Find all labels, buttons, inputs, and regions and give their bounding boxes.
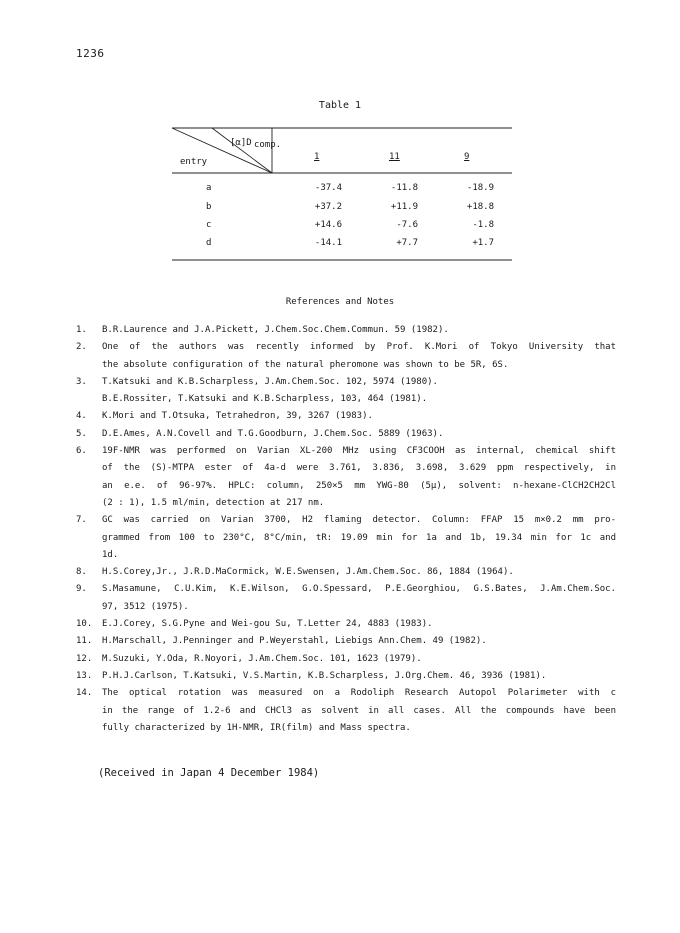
- reference-item: 12. M.Suzuki, Y.Oda, R.Noyori, J.Am.Chem.Soc. 101, 1623 (1979).: [76, 653, 422, 664]
- header-comp-label: comp.: [254, 140, 282, 150]
- received-date: (Received in Japan 4 December 1984): [98, 767, 320, 779]
- reference-item: 13. P.H.J.Carlson, T.Katsuki, V.S.Martin, K.B.Scharpless, J.Org.Chem. 46, 3936 (1981).: [76, 670, 547, 681]
- reference-item: 10. E.J.Corey, S.G.Pyne and Wei-gou Su, T.Letter 24, 4883 (1983).: [76, 619, 433, 630]
- reference-item: 6. 19F-NMR was performed on Varian XL-200 MHz using CF3COOH as internal, chemical shift of the (S)-MTPA ester of 4a-d were 3.761, 3.836, 3.698, 3.629 ppm respectively, in an e.e. of 96-97%. HPLC: column, 250×5 mm YWG-80 (5µ), solvent: n-hexane-ClCH2CH2Cl (2 : 1), 1.5 ml/min, detection at 217 nm.: [76, 446, 616, 508]
- column-header-11: 11: [389, 152, 400, 162]
- column-header-9: 9: [464, 152, 470, 162]
- table-cell: +1.7: [472, 238, 494, 248]
- row-entry: c: [206, 220, 212, 230]
- row-entry: d: [206, 238, 212, 248]
- table-cell: -14.1: [314, 238, 342, 248]
- table-cell: +18.8: [466, 202, 494, 212]
- reference-item: 14. The optical rotation was measured on a Rodoliph Research Autopol Polarimeter with c in the range of 1.2-6 and CHCl3 as solvent in all cases. All the compounds have been fully characterized by 1H-NMR, IR(film) and Mass spectra.: [76, 688, 616, 733]
- references-title: References and Notes: [285, 297, 395, 307]
- reference-item: 7. GC was carried on Varian 3700, H2 flaming detector. Column: FFAP 15 m×0.2 mm pro- grammed from 100 to 230°C, 8°C/min, tR: 19.09 min for 1a and 1b, 19.34 min for 1c and 1d.: [76, 515, 616, 560]
- reference-item: 1. B.R.Laurence and J.A.Pickett, J.Chem.Soc.Chem.Commun. 59 (1982).: [76, 325, 449, 335]
- table-cell: -1.8: [472, 220, 494, 230]
- references-list: [76, 322, 616, 737]
- column-header-1: 1: [314, 152, 320, 162]
- row-entry: b: [206, 202, 212, 212]
- row-entry: a: [206, 183, 212, 193]
- table-cell: +7.7: [396, 238, 418, 248]
- table-cell: -37.4: [314, 183, 342, 193]
- table-caption: Table 1: [318, 100, 362, 111]
- header-rotation-label: [α]D: [230, 138, 252, 148]
- reference-item: 11. H.Marschall, J.Penninger and P.Weyerstahl, Liebigs Ann.Chem. 49 (1982).: [76, 636, 487, 647]
- header-entry-label: entry: [180, 157, 208, 167]
- table-cell: +11.9: [390, 202, 418, 212]
- reference-item: 3. T.Katsuki and K.B.Scharpless, J.Am.Chem.Soc. 102, 5974 (1980). B.E.Rossiter, T.Katsuki and K.B.Scharpless, 103, 464 (1981).: [76, 376, 438, 405]
- reference-item: 2. One of the authors was recently informed by Prof. K.Mori of Tokyo University that the absolute configuration of the natural pheromone was shown to be 5R, 6S.: [76, 342, 616, 370]
- reference-item: 9. S.Masamune, C.U.Kim, K.E.Wilson, G.O.Spessard, P.E.Georghiou, G.S.Bates, J.Am.Chem.Soc. 97, 3512 (1975).: [76, 584, 616, 612]
- reference-item: 8. H.S.Corey,Jr., J.R.D.MaCormick, W.E.Swensen, J.Am.Chem.Soc. 86, 1884 (1964).: [76, 567, 514, 578]
- reference-item: 5. D.E.Ames, A.N.Covell and T.G.Goodburn, J.Chem.Soc. 5889 (1963).: [76, 428, 444, 439]
- reference-item: 4. K.Mori and T.Otsuka, Tetrahedron, 39, 3267 (1983).: [76, 411, 373, 422]
- table-cell: +14.6: [314, 220, 342, 230]
- table-cell: -11.8: [390, 183, 418, 193]
- page-number: 1236: [76, 47, 105, 60]
- table-cell: +37.2: [314, 202, 342, 212]
- table-cell: -18.9: [466, 183, 494, 193]
- table-cell: -7.6: [396, 220, 418, 230]
